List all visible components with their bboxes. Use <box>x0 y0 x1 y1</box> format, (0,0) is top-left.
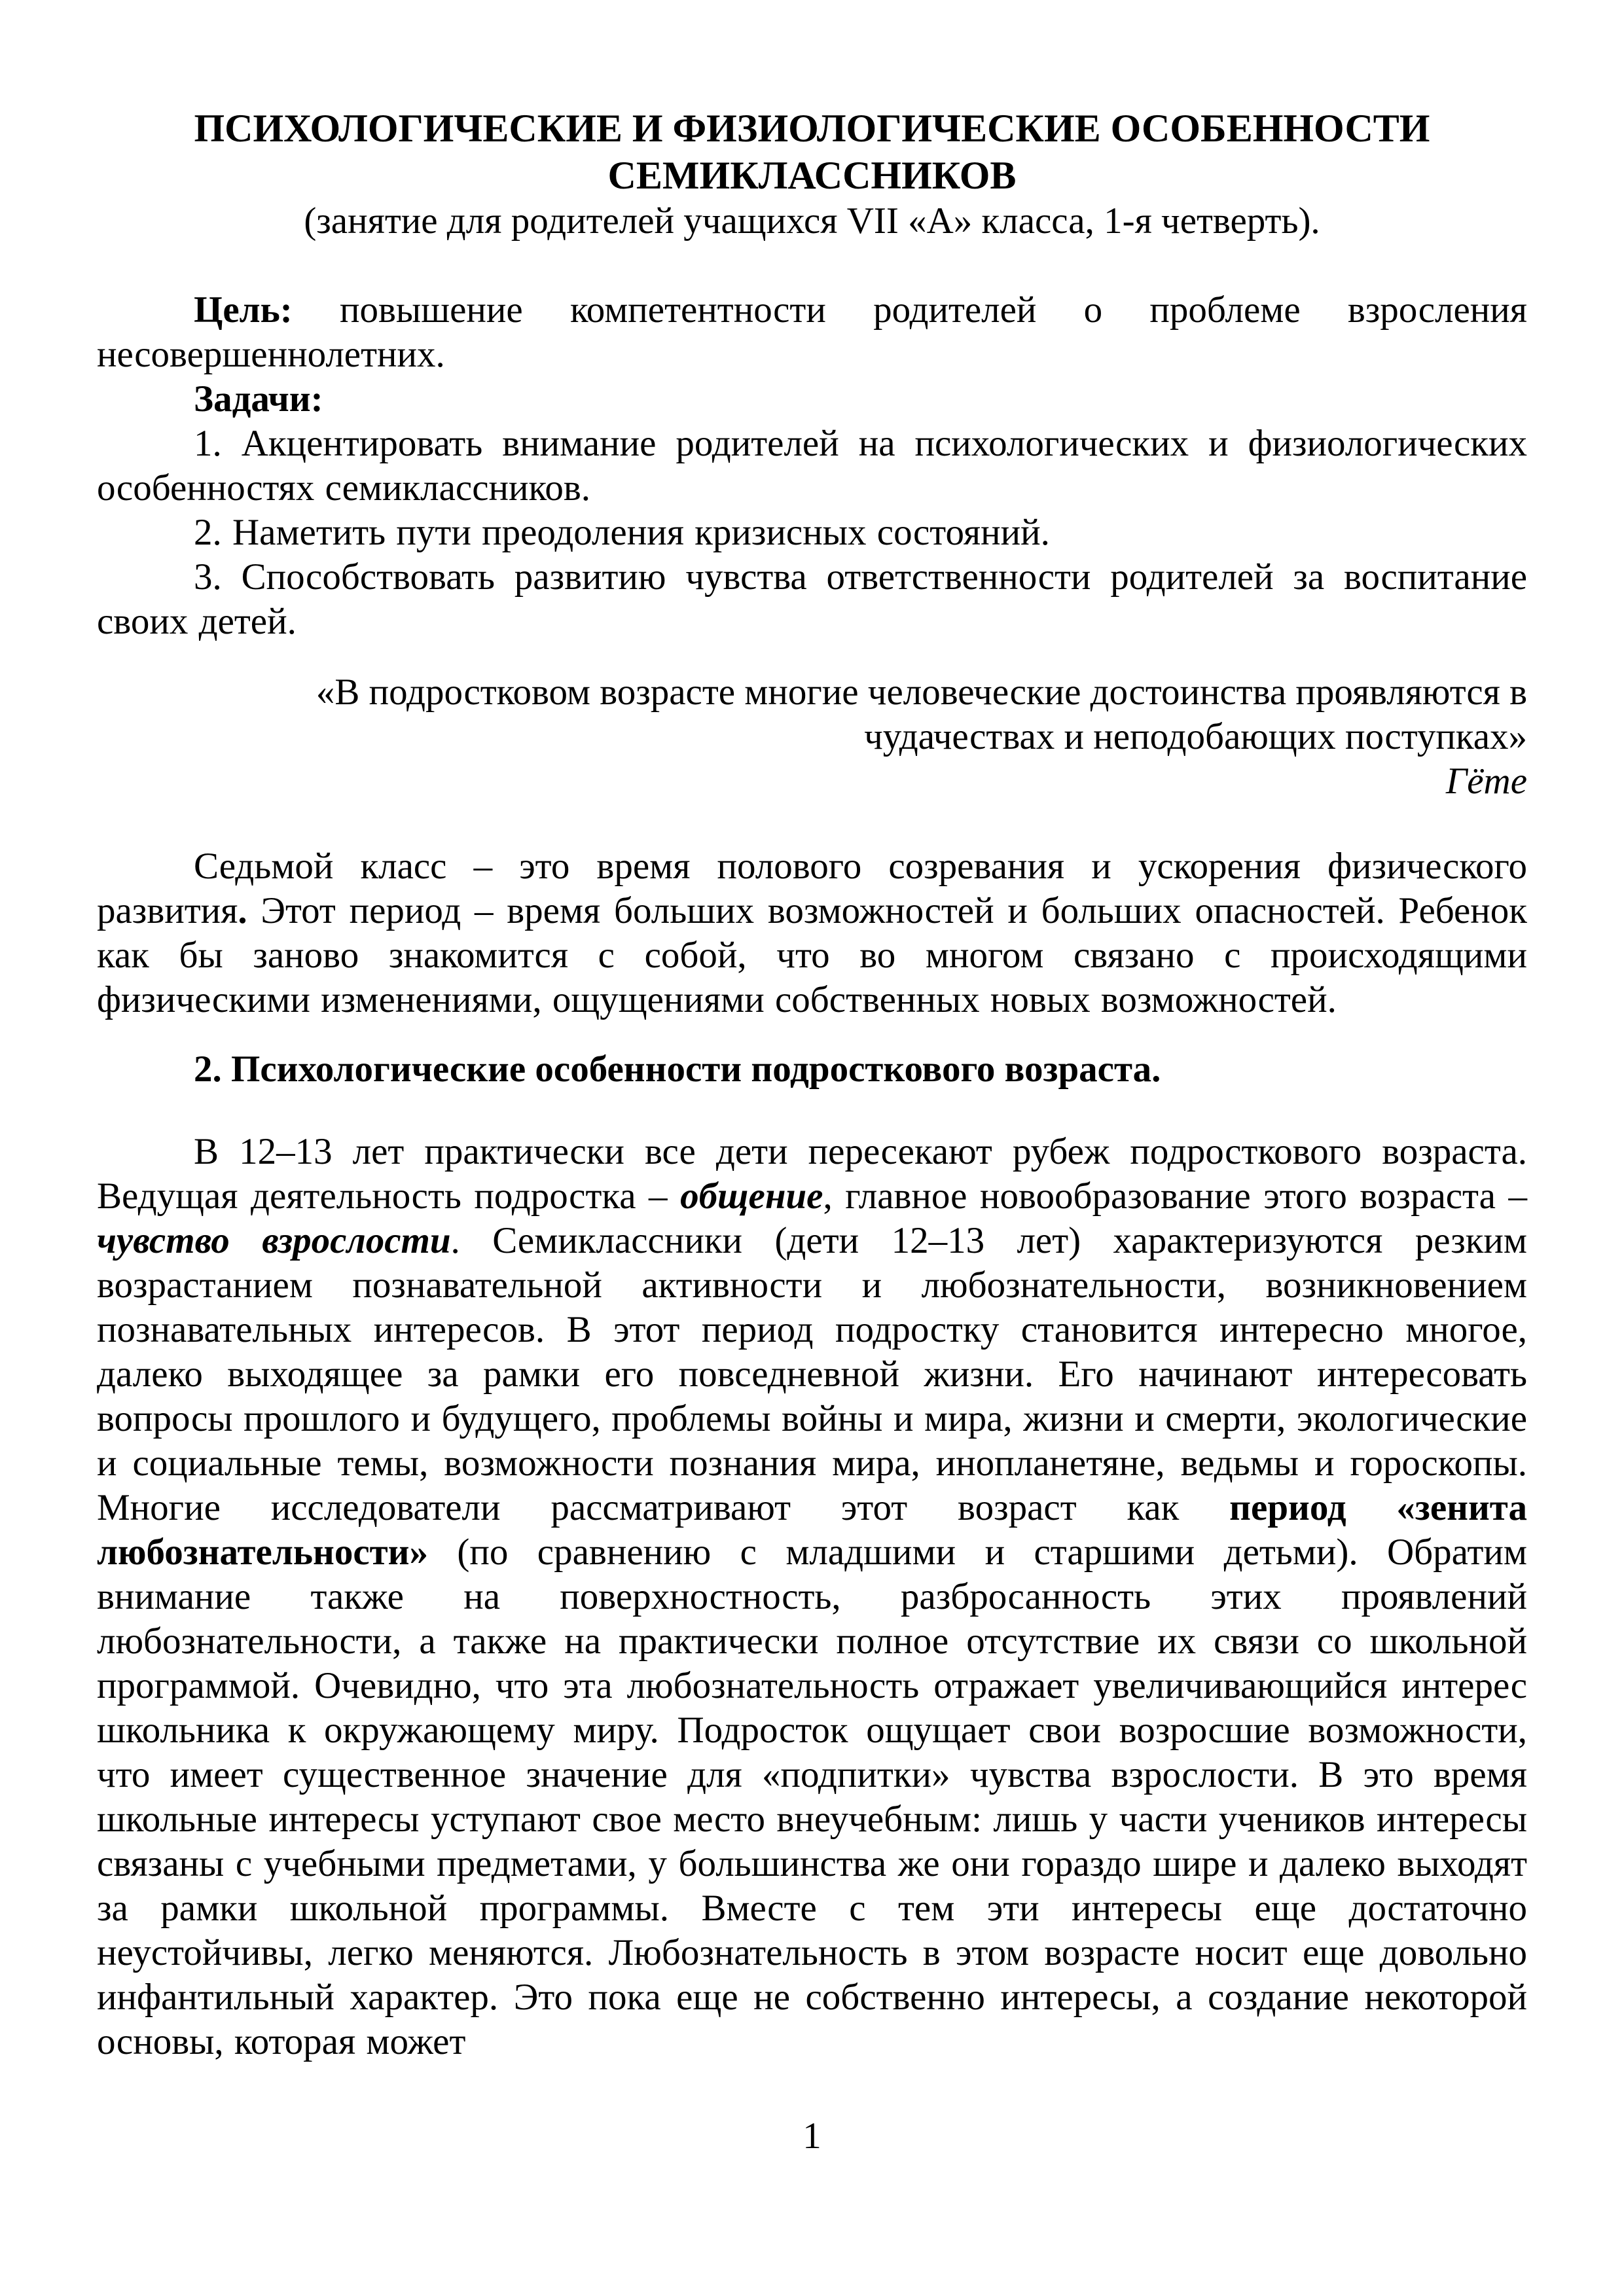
text-run: общение <box>680 1175 823 1217</box>
task-item-2: 2. Наметить пути преодоления кризисных состояний. <box>194 512 1050 553</box>
text-run: чувство взрослости <box>97 1220 451 1261</box>
document-title: ПСИХОЛОГИЧЕСКИЕ И ФИЗИОЛОГИЧЕСКИЕ ОСОБЕННОСТИ СЕМИКЛАССНИКОВ <box>194 107 1430 197</box>
text-run: . Семиклассники (дети 12–13 лет) характеризуются резким возрастанием познавательной активности и любознательности, возникновением познавательных интересов. В этот период подростку становится интересно многое, далеко выходящее за рамки его повседневной жизни. Его начинают интересовать вопросы прошлого и будущего, проблемы войны и мира, жизни и смерти, экологические и социальные темы, возможности познания мира, инопланетяне, ведьмы и гороскопы. Многие исследователи рассматривают этот возраст как <box>97 1220 1527 1528</box>
intro-paragraph <box>97 844 1527 1022</box>
section-heading: 2. Психологические особенности подросткового возраста. <box>194 1049 1161 1090</box>
goal-label: Цель: <box>194 289 293 331</box>
epigraph-author: Гёте <box>1445 761 1527 802</box>
text-run: В 12–13 лет практически все дети пересекают рубеж подросткового возраста. Ведущая деятельность подростка – <box>97 1131 1527 1217</box>
main-paragraph <box>97 1130 1527 2064</box>
document-subtitle: (занятие для родителей учащихся VII «А» класса, 1-я четверть). <box>304 200 1320 242</box>
text-run: период «зенита любознательности» <box>97 1487 1527 1573</box>
epigraph <box>97 670 1527 804</box>
goal-text: повышение компетентности родителей о проблеме взросления несовершеннолетних. <box>97 289 1527 375</box>
text-run: , главное новообразование этого возраста – <box>823 1175 1528 1217</box>
task-item-1: 1. Акцентировать внимание родителей на психологических и физиологических особенностях семиклассников. <box>97 423 1527 509</box>
goal-paragraph <box>97 288 1527 377</box>
text-run: Седьмой класс – это время полового созревания и ускорения физического развития <box>97 846 1527 931</box>
tasks-label: Задачи: <box>194 378 323 420</box>
text-run: Этот период – время больших возможностей и больших опасностей. Ребенок как бы заново знакомится с собой, что во многом связано с происходящими физическими изменениями, ощущениями собственных новых возможностей. <box>97 890 1527 1020</box>
text-run: . <box>238 890 247 931</box>
epigraph-text: «В подростковом возрасте многие человеческие достоинства проявляются в чудачествах и неподобающих поступках» <box>316 672 1527 757</box>
page-number: 1 <box>803 2115 821 2157</box>
text-run: (по сравнению с младшими и старшими детьми). Обратим внимание также на поверхностность, разбросанность этих проявлений любознательности, а также на практически полное отсутствие их связи со школьной программой. Очевидно, что эта любознательность отражает увеличивающийся интерес школьника к окружающему миру. Подросток ощущает свои возросшие возможности, что имеет существенное значение для «подпитки» чувства взрослости. В это время школьные интересы уступают свое место внеучебным: лишь у части учеников интересы связаны с учебными предметами, у большинства же они гораздо шире и далеко выходят за рамки школьной программы. Вместе с тем эти интересы еще достаточно неустойчивы, легко меняются. Любознательность в этом возрасте носит еще довольно инфантильный характер. Это пока еще не собственно интересы, а создание некоторой основы, которая может <box>97 1532 1527 2062</box>
task-item-3: 3. Способствовать развитию чувства ответственности родителей за воспитание своих детей. <box>97 556 1527 642</box>
